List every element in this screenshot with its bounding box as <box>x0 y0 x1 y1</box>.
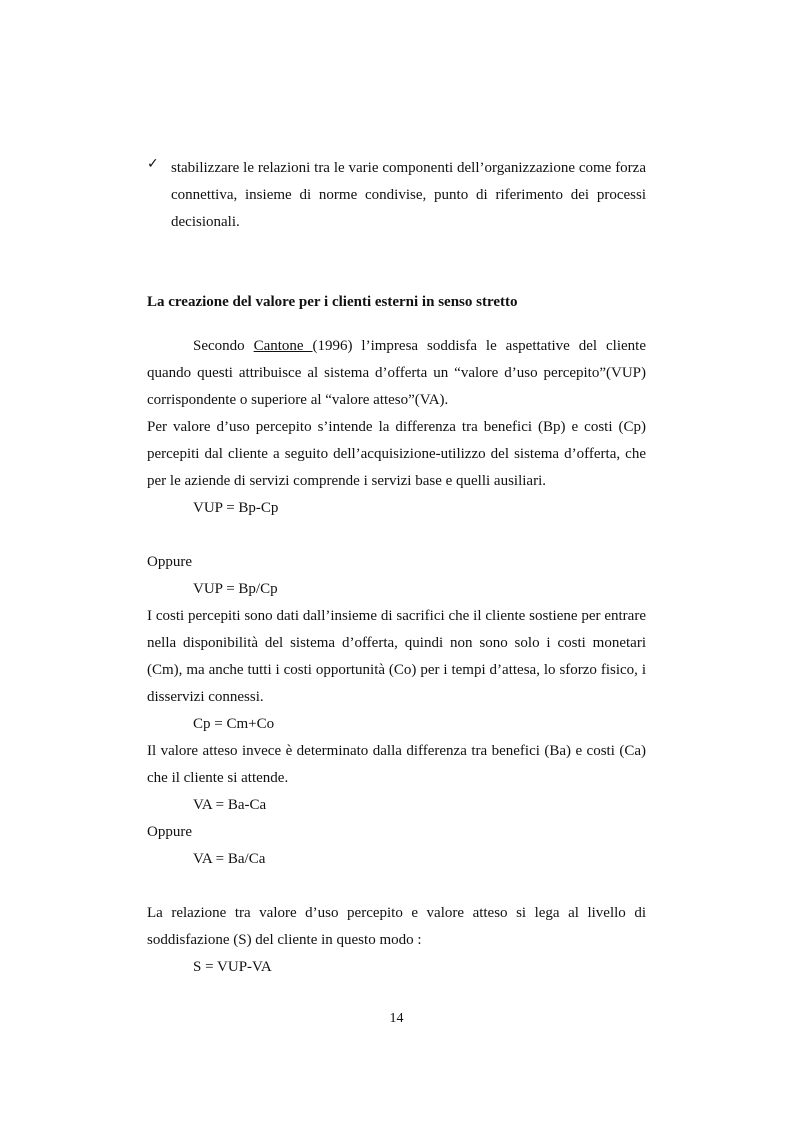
paragraph-2: Per valore d’uso percepito s’intende la differenza tra benefici (Bp) e costi (Cp) percepiti dal cliente a seguito dell’acquisizione-utilizzo del sistema d’offerta, che per le aziende di servizi comprende i servizi base e quelli ausiliari. <box>147 419 646 489</box>
formula-vup-difference: VUP = Bp-Cp <box>193 500 279 516</box>
section-heading: La creazione del valore per i clienti esterni in senso stretto <box>147 294 518 310</box>
blank-line <box>147 873 646 900</box>
or-label-2: Oppure <box>147 824 192 840</box>
bullet-text: stabilizzare le relazioni tra le varie componenti dell’organizzazione come forza connettiva, insieme di norme condivise, punto di riferimento dei processi decisionali. <box>171 160 646 230</box>
or-label-1: Oppure <box>147 554 192 570</box>
paragraph-3: I costi percepiti sono dati dall’insieme di sacrifici che il cliente sostiene per entrare nella disponibilità del sistema d’offerta, quindi non sono solo i costi monetari (Cm), ma anche tutti i costi opportunità (Co) per i tempi d’attesa, lo sforzo fisico, i disservizi connessi. <box>147 608 646 705</box>
paragraph-5: La relazione tra valore d’uso percepito e valore atteso si lega al livello di soddisfazione (S) del cliente in questo modo : <box>147 905 646 948</box>
paragraph-1-lead: Secondo <box>193 338 254 354</box>
formula-vup-ratio: VUP = Bp/Cp <box>193 581 278 597</box>
formula-va-ratio: VA = Ba/Ca <box>193 851 266 867</box>
formula-cp: Cp = Cm+Co <box>193 716 275 732</box>
paragraph-1 <box>147 333 646 414</box>
paragraph-4: Il valore atteso invece è determinato dalla differenza tra benefici (Ba) e costi (Ca) che il cliente si attende. <box>147 743 646 786</box>
formula-satisfaction: S = VUP-VA <box>193 959 272 975</box>
page-number: 14 <box>389 1011 404 1026</box>
checkmark-icon: ✓ <box>147 156 159 172</box>
author-reference: Cantone <box>253 338 313 354</box>
section-body <box>147 333 646 981</box>
blank-line <box>147 522 646 549</box>
formula-va-difference: VA = Ba-Ca <box>193 797 267 813</box>
bullet-item <box>147 155 646 236</box>
paragraph-1-rest: (1996) l’impresa soddisfa le aspettative del cliente quando questi attribuisce al sistema d’offerta un “valore d’uso percepito”(VUP) corrispondente o superiore al “valore atteso”(VA). <box>147 338 646 408</box>
